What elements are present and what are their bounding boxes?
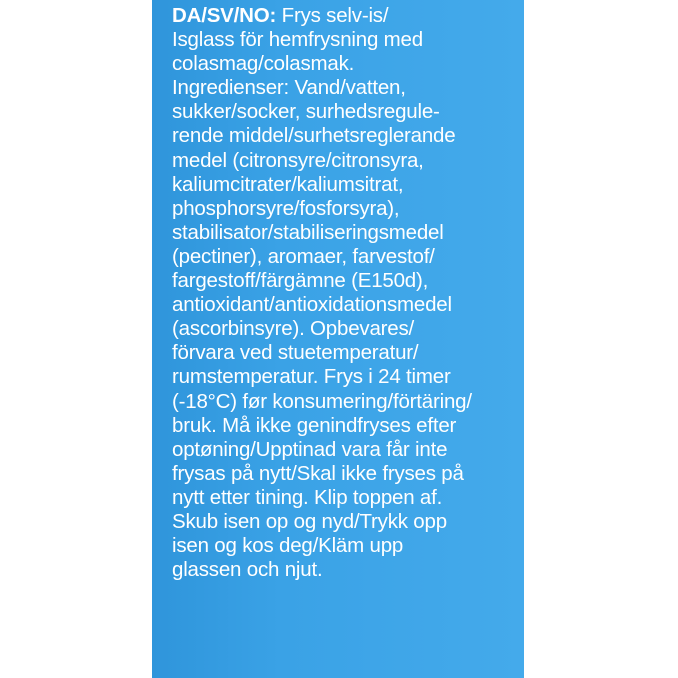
text-line: fargestoff/färgämne (E150d), (172, 269, 429, 293)
text-line: antioxidant/antioxidationsmedel (172, 293, 452, 317)
language-tag: DA/SV/NO: (172, 4, 277, 27)
text-line: Isglass för hemfrysning med (172, 28, 423, 52)
text-line: isen og kos deg/Kläm upp (172, 534, 404, 558)
text-line: phosphorsyre/fosforsyra), (172, 196, 400, 220)
ingredients-text (172, 4, 517, 582)
text-line (172, 4, 517, 28)
text-line: medel (citronsyre/citronsyra, (172, 148, 424, 172)
text-line: (-18°C) før konsumering/förtäring/ (172, 389, 472, 413)
text-line: (pectiner), aromaer, farvestof/ (172, 244, 435, 268)
text-line: rende middel/surhetsreglerande (172, 124, 456, 148)
text-line: glassen och njut. (172, 558, 323, 582)
text-line: (ascorbinsyre). Opbevares/ (172, 317, 415, 341)
text-line: Skub isen op og nyd/Trykk opp (172, 509, 447, 533)
text-line: optøning/Upptinad vara får inte (172, 437, 448, 461)
text-line: Ingredienser: Vand/vatten, (172, 76, 406, 100)
text-line: colasmag/colasmak. (172, 52, 355, 76)
text-line: frysas på nytt/Skal ikke fryses på (172, 461, 464, 485)
text-line: bruk. Må ikke genindfryses efter (172, 413, 457, 437)
text-line: stabilisator/stabiliseringsmedel (172, 220, 444, 244)
text-line: kaliumcitrater/kaliumsitrat, (172, 172, 404, 196)
text-line: förvara ved stuetemperatur/ (172, 341, 419, 365)
text-line: sukker/socker, surhedsregule- (172, 100, 440, 124)
text-line: nytt etter tining. Klip toppen af. (172, 485, 443, 509)
text-line: rumstemperatur. Frys i 24 timer (172, 365, 451, 389)
product-name: Frys selv-is/ (276, 4, 389, 27)
blue-label-panel (152, 0, 524, 678)
